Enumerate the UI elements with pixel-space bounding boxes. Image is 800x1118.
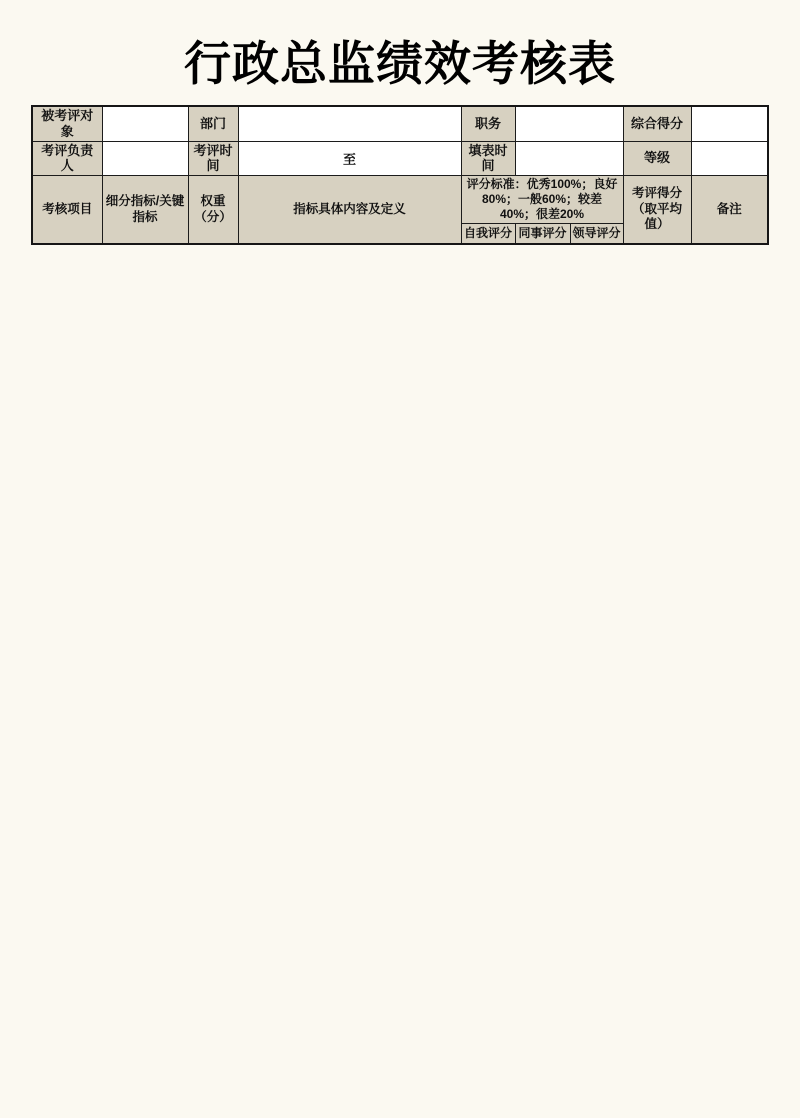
fill-date-value[interactable] bbox=[515, 141, 623, 175]
col-header-indicator: 细分指标/关键指标 bbox=[102, 175, 188, 244]
position-label: 职务 bbox=[461, 106, 515, 141]
col-header-item: 考核项目 bbox=[32, 175, 102, 244]
department-label: 部门 bbox=[188, 106, 238, 141]
overall-score-label: 综合得分 bbox=[623, 106, 691, 141]
col-header-leader-score: 领导评分 bbox=[570, 223, 623, 244]
form-head bbox=[32, 106, 768, 244]
assessee-label: 被考评对象 bbox=[32, 106, 102, 141]
col-header-content: 指标具体内容及定义 bbox=[238, 175, 461, 244]
col-header-standard: 评分标准：优秀100%；良好80%；一般60%；较差40%；很差20% bbox=[461, 175, 623, 223]
col-header-remark: 备注 bbox=[691, 175, 768, 244]
position-value[interactable] bbox=[515, 106, 623, 141]
header-row bbox=[32, 175, 768, 223]
assessor-value[interactable] bbox=[102, 141, 188, 175]
col-header-avg-score: 考评得分（取平均值） bbox=[623, 175, 691, 244]
assessor-label: 考评负责人 bbox=[32, 141, 102, 175]
info-row-1 bbox=[32, 106, 768, 141]
fill-date-label: 填表时间 bbox=[461, 141, 515, 175]
period-label: 考评时间 bbox=[188, 141, 238, 175]
evaluation-table bbox=[31, 105, 769, 245]
col-header-peer-score: 同事评分 bbox=[515, 223, 570, 244]
period-value[interactable]: 至 bbox=[238, 141, 461, 175]
grade-label: 等级 bbox=[623, 141, 691, 175]
page-title: 行政总监绩效考核表 bbox=[184, 37, 616, 90]
info-row-2 bbox=[32, 141, 768, 175]
assessee-value[interactable] bbox=[102, 106, 188, 141]
department-value[interactable] bbox=[238, 106, 461, 141]
grade-value[interactable] bbox=[691, 141, 768, 175]
col-header-weight: 权重（分） bbox=[188, 175, 238, 244]
overall-score-value[interactable] bbox=[691, 106, 768, 141]
col-header-self-score: 自我评分 bbox=[461, 223, 515, 244]
